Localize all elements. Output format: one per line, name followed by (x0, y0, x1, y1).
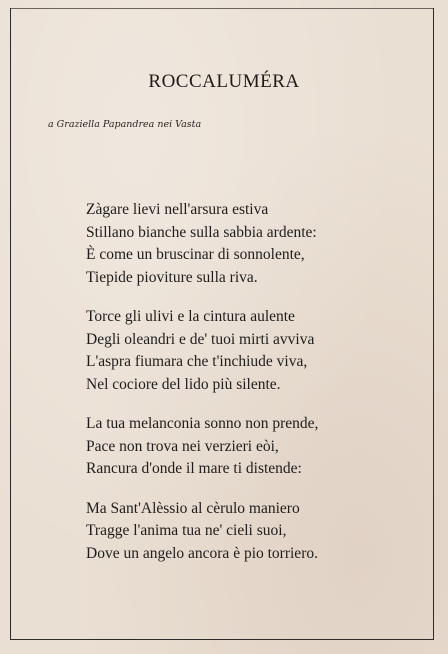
verse-line: È come un bruscinar di sonnolente, (86, 246, 305, 263)
verse-line: Pace non trova nei verzieri eòi, (86, 437, 279, 455)
poem-dedication: a Graziella Papandrea nei Vasta (48, 119, 202, 130)
verse-line: Nel cociore del lido più silente. (86, 375, 281, 393)
stanza-3 (86, 413, 416, 481)
verse-line: Rancura d'onde il mare ti distende: (86, 460, 302, 477)
verse-line: Tragge l'anima tua ne' cieli suoi, (86, 522, 287, 539)
poem-body (86, 199, 416, 582)
verse-line: Degli oleandri e de' tuoi mirti avviva (86, 330, 315, 348)
stanza-1 (86, 199, 416, 289)
verse-line: L'aspra fiumara che t'inchiude viva, (86, 353, 308, 370)
verse-line: Zàgare lievi nell'arsura estiva (86, 201, 269, 218)
verse-line: Tiepide pioviture sulla riva. (86, 268, 258, 286)
poem-title: ROCCALUMÉRA (148, 71, 300, 92)
verse-line: Torce gli ulivi e la cintura aulente (86, 308, 295, 325)
verse-line: Dove un angelo ancora è pio torriero. (86, 544, 318, 562)
verse-line: Ma Sant'Alèssio al cèrulo maniero (86, 499, 300, 517)
stanza-4 (86, 498, 416, 566)
verse-line: La tua melanconia sonno non prende, (86, 415, 319, 432)
stanza-2 (86, 306, 416, 396)
verse-line: Stillano bianche sulla sabbia ardente: (86, 223, 317, 241)
